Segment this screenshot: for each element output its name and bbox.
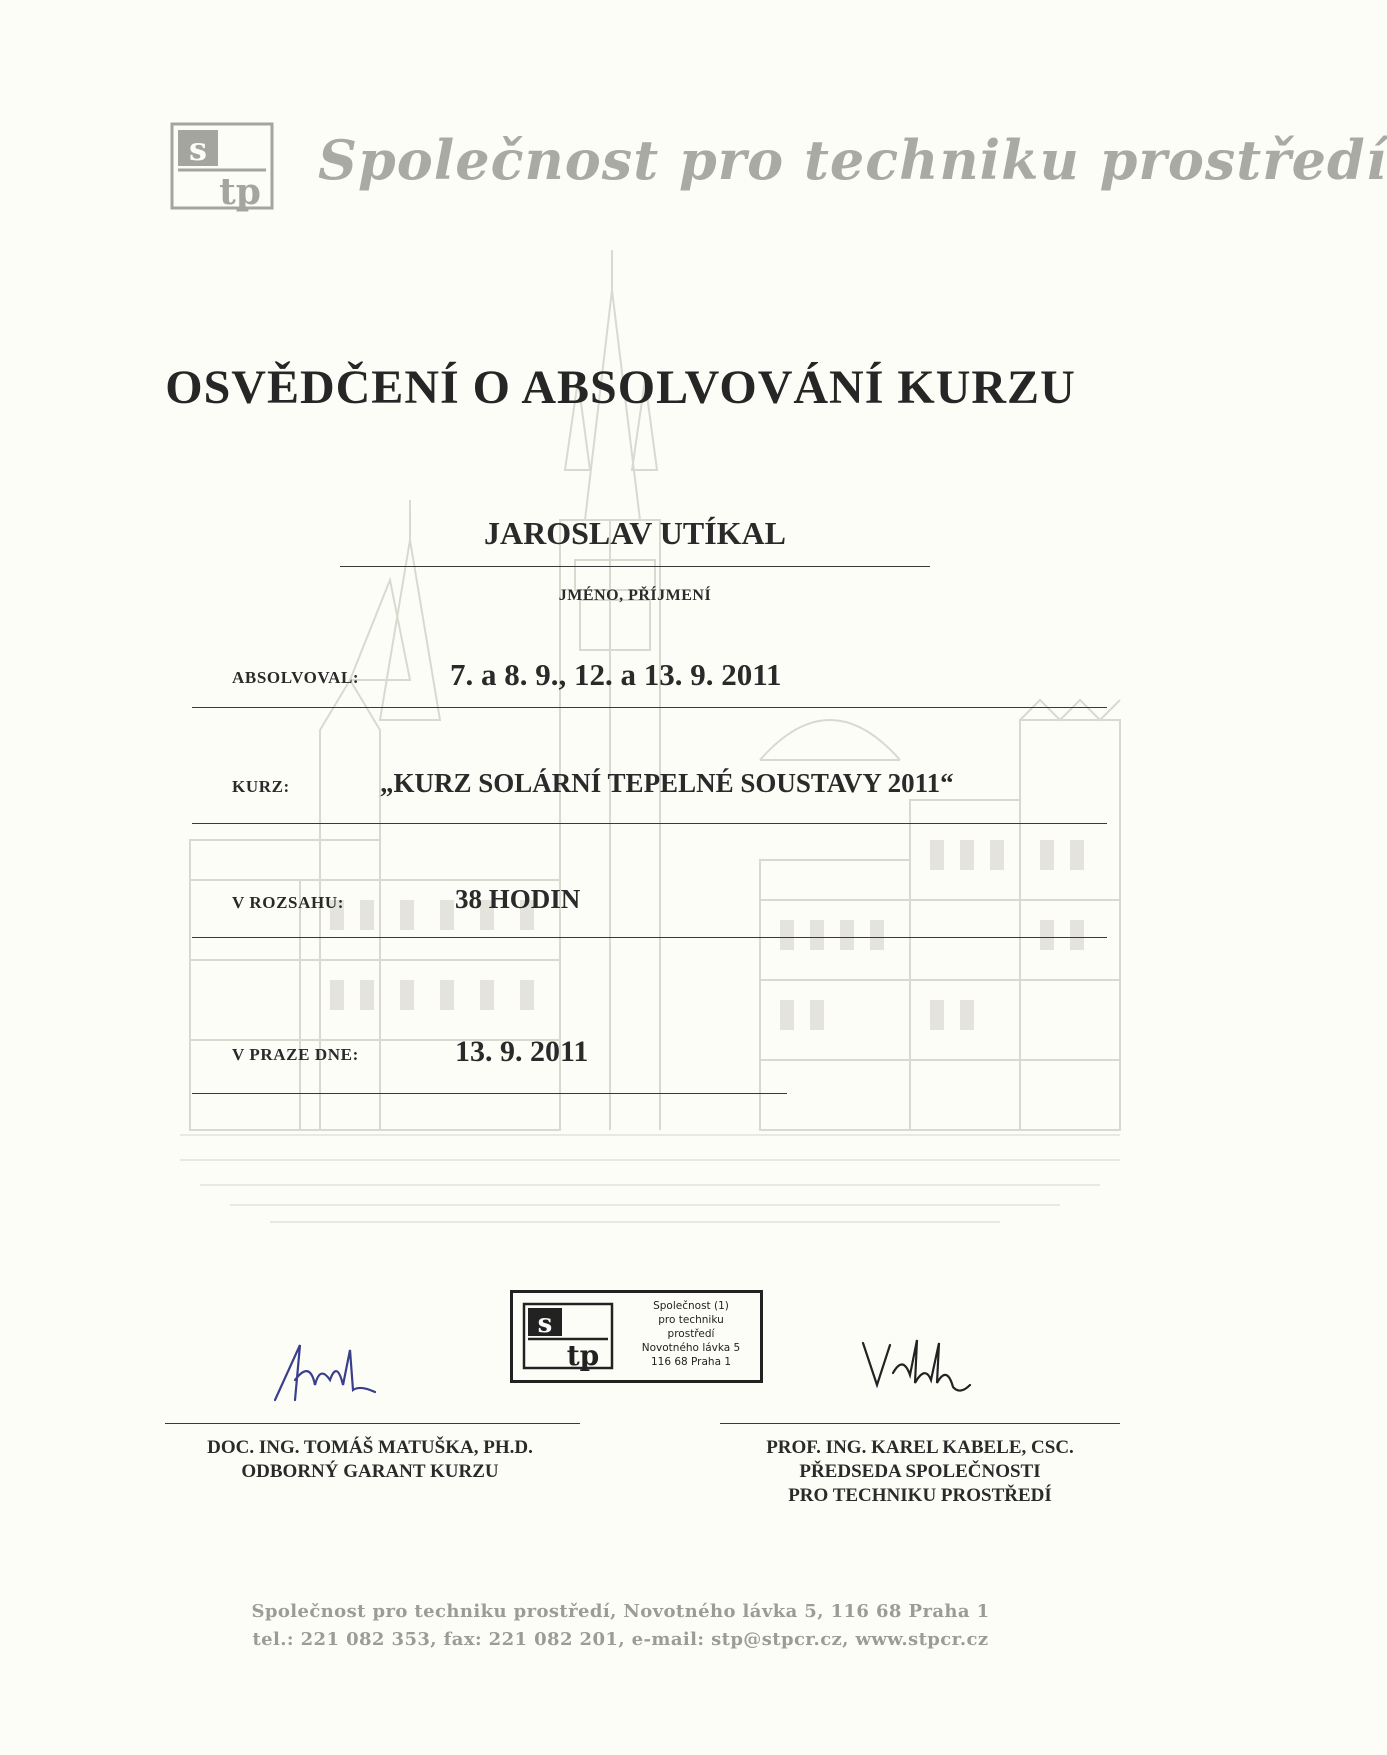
place-date-label: V PRAZE DNE: <box>232 1045 359 1064</box>
right-signer <box>710 1436 1130 1508</box>
right-signer-name: PROF. ING. KAREL KABELE, CSC. <box>766 1437 1074 1458</box>
left-signer-role: ODBORNÝ GARANT KURZU <box>241 1461 499 1482</box>
svg-text:tp: tp <box>219 171 261 213</box>
svg-text:s: s <box>188 130 208 168</box>
footer-contact <box>0 1598 1241 1654</box>
certificate-title: OSVĚDČENÍ O ABSOLVOVÁNÍ KURZU <box>165 361 1076 414</box>
stamp-line: Společnost (1) <box>653 1300 729 1312</box>
organization-stamp <box>510 1290 763 1383</box>
stamp-line: 116 68 Praha 1 <box>650 1356 732 1368</box>
course-value: „KURZ SOLÁRNÍ TEPELNÉ SOUSTAVY 2011“ <box>380 768 954 798</box>
extent-underline <box>192 937 1107 938</box>
right-signature-line <box>720 1423 1120 1424</box>
organization-heading: Společnost pro techniku prostředí <box>318 128 1387 192</box>
stamp-logo <box>523 1303 613 1372</box>
right-signer-role-line-2: PRO TECHNIKU PROSTŘEDÍ <box>788 1485 1052 1506</box>
stamp-line: Novotného lávka 5 <box>641 1342 741 1354</box>
left-signature <box>265 1330 385 1410</box>
right-signature <box>855 1325 975 1405</box>
extent-value: 38 HODIN <box>455 884 581 914</box>
name-caption: JMÉNO, PŘÍJMENÍ <box>558 587 712 604</box>
stamp-line: prostředí <box>667 1328 715 1340</box>
stamp-address <box>621 1299 761 1369</box>
course-label: KURZ: <box>232 777 290 796</box>
svg-text:tp: tp <box>566 1339 600 1372</box>
name-underline <box>340 566 930 567</box>
recipient-name: JAROSLAV UTÍKAL <box>483 515 786 551</box>
left-signer <box>150 1436 590 1484</box>
footer-address: Společnost pro techniku prostředí, Novotného lávka 5, 116 68 Praha 1 <box>251 1601 990 1622</box>
footer-contact-line: tel.: 221 082 353, fax: 221 082 201, e-mail: stp@stpcr.cz, www.stpcr.cz <box>252 1629 989 1650</box>
place-date-underline <box>192 1093 787 1094</box>
stp-logo <box>170 122 274 213</box>
completed-underline <box>192 707 1107 708</box>
left-signature-line <box>165 1423 580 1424</box>
stamp-line: pro techniku <box>658 1314 724 1326</box>
extent-label: V ROZSAHU: <box>232 893 344 912</box>
svg-text:s: s <box>537 1309 553 1339</box>
right-signer-role-line-1: PŘEDSEDA SPOLEČNOSTI <box>799 1461 1041 1482</box>
course-underline <box>192 823 1107 824</box>
completed-label: ABSOLVOVAL: <box>232 668 360 687</box>
place-date-value: 13. 9. 2011 <box>455 1035 589 1068</box>
completed-value: 7. a 8. 9., 12. a 13. 9. 2011 <box>450 657 782 692</box>
left-signer-name: DOC. ING. TOMÁŠ MATUŠKA, PH.D. <box>207 1437 533 1458</box>
